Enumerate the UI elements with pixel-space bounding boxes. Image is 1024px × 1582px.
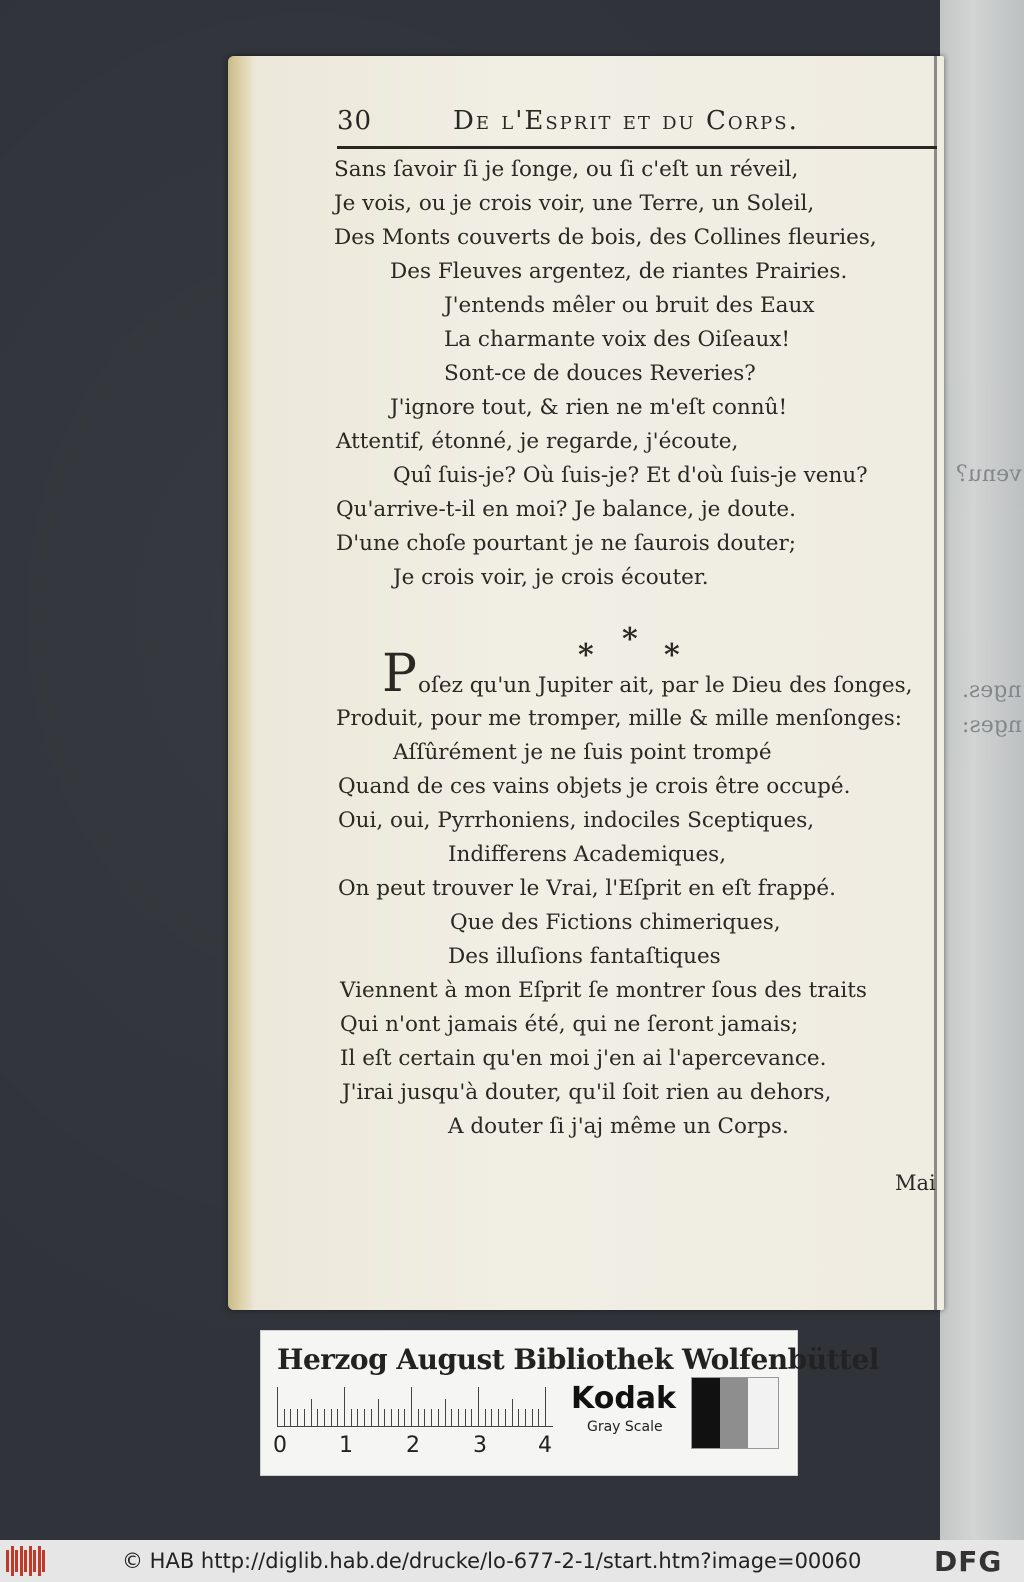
ruler-tick	[351, 1409, 352, 1427]
poem-line: J'irai jusqu'à douter, qu'il ſoit rien au dehors,	[342, 1080, 832, 1105]
ruler-tick	[304, 1409, 305, 1427]
ruler-tick	[391, 1409, 392, 1427]
ruler-number: 1	[339, 1433, 353, 1458]
logo-bar	[24, 1550, 27, 1572]
logo-bar	[6, 1550, 9, 1572]
poem-line: Que des Fictions chimeriques,	[450, 910, 781, 935]
ruler-tick	[404, 1409, 405, 1427]
ruler-tick	[431, 1409, 432, 1427]
running-title: De l'Esprit et du Corps.	[453, 106, 799, 136]
ruler-tick	[545, 1387, 546, 1427]
bleed-through-text: nges.	[962, 678, 1022, 703]
ruler-tick	[284, 1409, 285, 1427]
poem-line: La charmante voix des Oiſeaux!	[444, 327, 791, 352]
poem-line: A douter ſi j'aj même un Corps.	[448, 1114, 789, 1139]
scale-ruler	[277, 1387, 553, 1427]
ruler-tick	[438, 1409, 439, 1427]
logo-bar	[42, 1550, 45, 1572]
ruler-tick	[485, 1409, 486, 1427]
ruler-tick	[290, 1409, 291, 1427]
ruler-number: 4	[538, 1433, 552, 1458]
poem-line: Des illuſions fantaſtiques	[448, 944, 721, 969]
poem-line: Oui, oui, Pyrrhoniens, indociles Sceptiques,	[338, 808, 815, 833]
ruler-tick	[317, 1409, 318, 1427]
running-header	[337, 106, 937, 140]
swatch-gray	[720, 1378, 748, 1448]
ruler-number: 2	[406, 1433, 420, 1458]
section-ornament	[576, 620, 686, 673]
poem-line: Produit, pour me tromper, mille & mille menſonges:	[336, 706, 903, 731]
ruler-tick	[424, 1409, 425, 1427]
logo-bar	[29, 1546, 32, 1576]
poem-line: Sans ſavoir ſi je ſonge, ou ſi c'eſt un réveil,	[334, 157, 799, 182]
page-number: 30	[337, 106, 373, 136]
gutter-shadow	[934, 56, 937, 1310]
poem-line: J'entends mêler ou bruit des Eaux	[444, 293, 815, 318]
kodak-logo: Kodak	[571, 1381, 676, 1416]
drop-cap: P	[382, 644, 417, 704]
footer-bar	[0, 1540, 1024, 1582]
bleed-through-text: nges:	[962, 713, 1022, 738]
ruler-tick	[518, 1409, 519, 1427]
poem-line: Quî ſuis-je? Où ſuis-je? Et d'où ſuis-je venu?	[393, 463, 868, 488]
ruler-tick	[471, 1409, 472, 1427]
bleed-through-text: venu?	[956, 462, 1022, 487]
ruler-tick	[512, 1399, 513, 1427]
ruler-tick	[411, 1387, 412, 1427]
catchword: Mai	[895, 1171, 936, 1195]
poem-line: Quand de ces vains objets je crois être occupé.	[338, 774, 851, 799]
poem-line: Aſſûrément je ne ſuis point trompé	[393, 740, 772, 765]
dfg-logo: DFG	[934, 1545, 1003, 1578]
poem-line: Il eſt certain qu'en moi j'en ai l'apercevance.	[340, 1046, 827, 1071]
poem-line: D'une choſe pourtant je ne ſaurois douter;	[336, 531, 797, 556]
ruler-tick	[445, 1399, 446, 1427]
ruler-tick	[378, 1399, 379, 1427]
poem-line: Sont-ce de douces Reveries?	[444, 361, 756, 386]
ruler-number: 0	[273, 1433, 287, 1458]
ruler-tick	[491, 1409, 492, 1427]
ruler-tick	[311, 1399, 312, 1427]
ruler-tick	[465, 1409, 466, 1427]
poem-line: On peut trouver le Vrai, l'Eſprit en eſt frappé.	[338, 876, 836, 901]
logo-bar	[38, 1546, 41, 1576]
logo-bar	[11, 1546, 14, 1576]
poem-line: Indifferens Academiques,	[448, 842, 727, 867]
ruler-tick	[371, 1409, 372, 1427]
hab-logo-icon	[6, 1546, 46, 1576]
ruler-tick	[478, 1387, 479, 1427]
swatch-black	[692, 1378, 720, 1448]
ruler-tick	[418, 1409, 419, 1427]
ruler-tick	[398, 1409, 399, 1427]
next-page-sheet	[940, 0, 1024, 1540]
ruler-tick	[331, 1409, 332, 1427]
poem-line: Je vois, ou je crois voir, une Terre, un Soleil,	[334, 191, 815, 216]
ruler-number: 3	[473, 1433, 487, 1458]
poem-line: Qu'arrive-t-il en moi? Je balance, je doute.	[336, 497, 796, 522]
swatch-white	[748, 1378, 778, 1448]
poem-line: Des Monts couverts de bois, des Collines fleuries,	[334, 225, 877, 250]
color-target-card	[260, 1330, 879, 1476]
ruler-tick	[451, 1409, 452, 1427]
ruler-tick	[538, 1409, 539, 1427]
ruler-tick	[297, 1409, 298, 1427]
page-edge	[228, 56, 252, 1310]
ornament-star: *	[664, 638, 680, 673]
gray-scale-label: Gray Scale	[587, 1419, 663, 1435]
header-rule	[337, 146, 937, 149]
ruler-tick	[532, 1409, 533, 1427]
ruler-tick	[505, 1409, 506, 1427]
ruler-tick	[384, 1409, 385, 1427]
poem-line: Des Fleuves argentez, de riantes Prairies.	[390, 259, 848, 284]
library-name: Herzog August Bibliothek Wolfenbüttel	[277, 1343, 879, 1376]
ruler-tick	[344, 1387, 345, 1427]
poem-line: Attentif, étonné, je regarde, j'écoute,	[336, 429, 739, 454]
gray-swatches	[691, 1377, 779, 1449]
logo-bar	[33, 1550, 36, 1572]
ruler-tick	[498, 1409, 499, 1427]
ornament-star: *	[622, 622, 638, 657]
logo-bar	[20, 1546, 23, 1576]
ruler-tick	[364, 1409, 365, 1427]
ruler-tick	[324, 1409, 325, 1427]
ruler-tick	[357, 1409, 358, 1427]
logo-bar	[15, 1550, 18, 1572]
poem-line: Je crois voir, je crois écouter.	[393, 565, 709, 590]
ruler-tick	[277, 1387, 278, 1427]
ruler-tick	[525, 1409, 526, 1427]
poem-line: Viennent à mon Eſprit ſe montrer ſous des traits	[340, 978, 867, 1003]
ruler-tick	[337, 1409, 338, 1427]
ruler-tick	[458, 1409, 459, 1427]
ornament-star: *	[578, 638, 594, 673]
credit-link[interactable]: © HAB http://diglib.hab.de/drucke/lo-677-2-1/start.htm?image=00060	[122, 1549, 862, 1573]
poem-line: J'ignore tout, & rien ne m'eſt connû!	[390, 395, 788, 420]
poem-line: oſez qu'un Jupiter ait, par le Dieu des ſonges,	[418, 673, 913, 698]
poem-line: Qui n'ont jamais été, qui ne ſeront jamais;	[340, 1012, 799, 1037]
